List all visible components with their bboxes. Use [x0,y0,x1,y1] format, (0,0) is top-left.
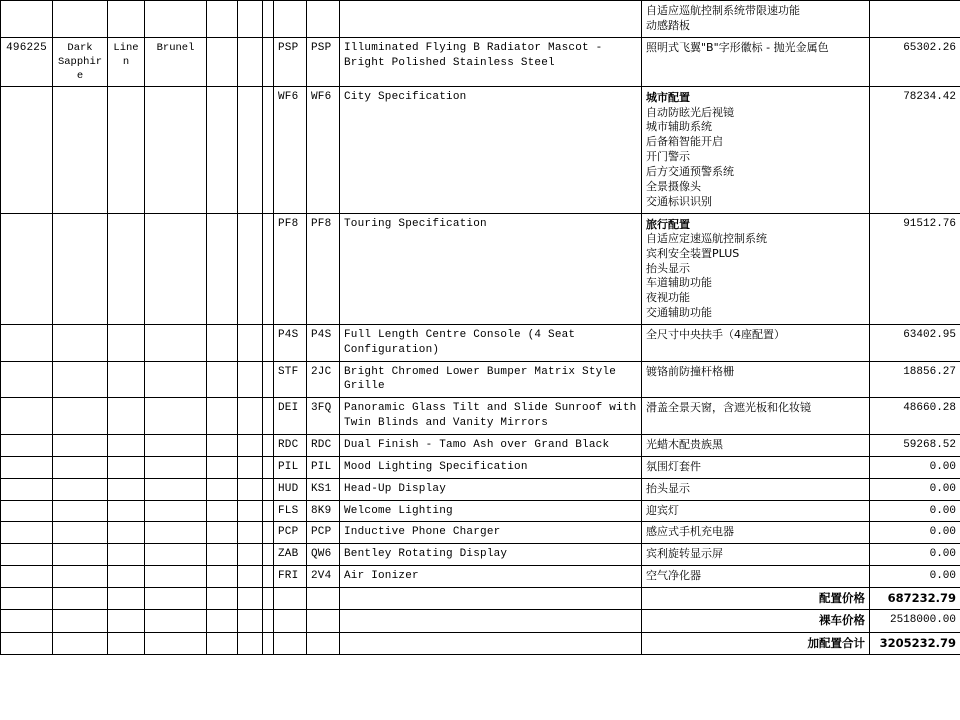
cell-hide-colour [108,632,145,655]
cell-option-code-b: 2V4 [307,566,340,588]
cell-description-en: Illuminated Flying B Radiator Mascot - Bright Polished Stainless Steel [340,37,642,87]
table-row [1,566,960,588]
cell-spare-c [263,500,274,522]
cell-hide-colour [108,566,145,588]
cell-veneer [145,324,207,361]
cell-hide-colour [108,361,145,398]
cell-option-code-a: STF [274,361,307,398]
cell-price: 65302.26 [870,37,960,87]
cell-option-code-b: 2JC [307,361,340,398]
cell-spare-a [207,435,238,457]
cell-exterior-colour [53,361,108,398]
table-row [1,522,960,544]
cell-spare-a [207,522,238,544]
cell-model-code [1,398,53,435]
cell-description-cn [642,566,870,588]
cn-line: 照明式飞翼"B"字形徽标 - 抛光金属色 [646,40,829,54]
cell-price: 18856.27 [870,361,960,398]
cn-line: 抬头显示 [646,261,690,275]
cell-option-code-b: PIL [307,456,340,478]
cell-option-code-b: P4S [307,324,340,361]
cell-model-code [1,610,53,633]
cell-spare-c [263,566,274,588]
cell-veneer [145,1,207,38]
cell-hide-colour [108,478,145,500]
table-row [1,544,960,566]
cell-description-en [340,587,642,610]
cell-veneer [145,435,207,457]
cn-line: 后备箱智能开启 [646,135,723,149]
table-row [1,500,960,522]
cell-spare-b [238,587,263,610]
cell-description-cn [642,361,870,398]
cell-price [870,1,960,38]
cell-description-cn [642,1,870,38]
cell-spare-a [207,632,238,655]
cell-veneer: Brunel [145,37,207,87]
cell-exterior-colour [53,522,108,544]
cell-exterior-colour [53,456,108,478]
cell-spare-b [238,87,263,213]
cn-line: 宾利安全装置PLUS [646,246,740,260]
cn-line: 城市辅助系统 [646,120,712,134]
cell-model-code [1,544,53,566]
cell-model-code [1,566,53,588]
cell-spare-a [207,544,238,566]
cn-line: 抬头显示 [646,481,690,495]
cell-veneer [145,587,207,610]
cell-model-code [1,87,53,213]
cell-price: 0.00 [870,500,960,522]
cell-hide-colour [108,213,145,324]
cell-veneer [145,566,207,588]
cell-spare-b [238,610,263,633]
cell-spare-c [263,544,274,566]
cell-description-en: Bentley Rotating Display [340,544,642,566]
cell-option-code-a: ZAB [274,544,307,566]
cell-description-en [340,632,642,655]
cell-spare-c [263,213,274,324]
table-row [1,478,960,500]
cell-price: 0.00 [870,522,960,544]
cell-hide-colour [108,610,145,633]
cell-model-code [1,213,53,324]
cell-model-code [1,632,53,655]
cell-spare-b [238,324,263,361]
cell-veneer [145,522,207,544]
cell-veneer [145,213,207,324]
cell-price: 0.00 [870,544,960,566]
table-row [1,37,960,87]
table-row [1,435,960,457]
cell-exterior-colour [53,566,108,588]
cell-price: 59268.52 [870,435,960,457]
cell-veneer [145,500,207,522]
cn-line: 后方交通预警系统 [646,164,734,178]
cell-exterior-colour [53,398,108,435]
total-value: 3205232.79 [870,632,960,655]
cell-description-en [340,1,642,38]
cell-model-code [1,361,53,398]
cell-hide-colour [108,1,145,38]
cell-veneer [145,398,207,435]
cell-exterior-colour: Dark Sapphire [53,37,108,87]
cn-line: 开门警示 [646,150,690,164]
cell-spare-a [207,324,238,361]
cell-spare-c [263,398,274,435]
cell-option-code-a: DEI [274,398,307,435]
cn-line: 空气净化器 [646,569,701,583]
cell-veneer [145,544,207,566]
cell-spare-c [263,522,274,544]
cell-hide-colour [108,522,145,544]
cell-spare-a [207,398,238,435]
cell-spare-b [238,478,263,500]
cell-exterior-colour [53,213,108,324]
cn-line: 镀铬前防撞杆格栅 [646,364,734,378]
cn-line: 夜视功能 [646,291,690,305]
cell-option-code-b: 8K9 [307,500,340,522]
cell-spare-c [263,435,274,457]
cell-description-cn [642,87,870,213]
cell-spare-c [263,324,274,361]
cell-spare-a [207,587,238,610]
cell-option-code-b: QW6 [307,544,340,566]
cell-exterior-colour [53,435,108,457]
cell-description-cn [642,435,870,457]
cell-model-code [1,456,53,478]
cell-spare-b [238,435,263,457]
cell-model-code: 496225 [1,37,53,87]
cell-description-en: Bright Chromed Lower Bumper Matrix Style Grille [340,361,642,398]
cell-description-en: Dual Finish - Tamo Ash over Grand Black [340,435,642,457]
cell-option-code-b: PCP [307,522,340,544]
table-row [1,456,960,478]
cn-line: 自适应定速巡航控制系统 [646,231,767,245]
cell-price: 48660.28 [870,398,960,435]
cell-model-code [1,522,53,544]
cell-price: 0.00 [870,478,960,500]
cell-hide-colour [108,544,145,566]
cell-description-cn [642,37,870,87]
cell-description-en: City Specification [340,87,642,213]
cell-hide-colour [108,87,145,213]
cell-description-cn [642,500,870,522]
table-row [1,1,960,38]
cell-spare-a [207,213,238,324]
cell-description-en: Full Length Centre Console (4 Seat Configuration) [340,324,642,361]
cn-line: 自适应巡航控制系统带限速功能 [646,4,800,17]
total-label: 裸车价格 [642,610,870,633]
table-row [1,324,960,361]
cell-veneer [145,478,207,500]
table-row [1,398,960,435]
cell-spare-c [263,478,274,500]
cn-line: 全景摄像头 [646,179,701,193]
cn-line: 氛围灯套件 [646,459,701,473]
total-value: 2518000.00 [870,610,960,633]
cn-line: 交通辅助功能 [646,306,712,320]
cell-description-en [340,610,642,633]
cell-exterior-colour [53,478,108,500]
cell-description-en: Air Ionizer [340,566,642,588]
cell-hide-colour: Linen [108,37,145,87]
cn-line: 车道辅助功能 [646,276,712,290]
cell-option-code-a: RDC [274,435,307,457]
table-row [1,213,960,324]
cn-line: 动感踏板 [646,18,690,32]
cell-hide-colour [108,398,145,435]
cell-description-cn [642,213,870,324]
cn-line: 全尺寸中央扶手（4座配置） [646,327,785,341]
cell-spare-a [207,87,238,213]
cell-option-code-b [307,587,340,610]
cell-spare-a [207,37,238,87]
cell-hide-colour [108,324,145,361]
cell-veneer [145,87,207,213]
cell-exterior-colour [53,544,108,566]
cell-spare-c [263,632,274,655]
cell-spare-b [238,522,263,544]
table-row [1,361,960,398]
cell-model-code [1,478,53,500]
cn-line: 光蜡木配贵族黑 [646,438,723,452]
cell-option-code-b: PSP [307,37,340,87]
cell-spare-c [263,1,274,38]
cn-heading: 城市配置 [646,91,690,105]
cell-description-en: Touring Specification [340,213,642,324]
cell-description-en: Panoramic Glass Tilt and Slide Sunroof with Twin Blinds and Vanity Mirrors [340,398,642,435]
cn-heading: 旅行配置 [646,217,690,231]
cell-option-code-a: PCP [274,522,307,544]
cell-spare-b [238,398,263,435]
cell-model-code [1,500,53,522]
cell-spare-b [238,632,263,655]
cell-price: 78234.42 [870,87,960,213]
cell-exterior-colour [53,610,108,633]
cell-description-en: Welcome Lighting [340,500,642,522]
cell-description-cn [642,478,870,500]
cell-spare-b [238,544,263,566]
cell-model-code [1,324,53,361]
cell-option-code-a: FRI [274,566,307,588]
cell-option-code-a [274,632,307,655]
cell-option-code-b [307,610,340,633]
cell-spare-a [207,456,238,478]
cell-veneer [145,456,207,478]
cell-hide-colour [108,587,145,610]
cell-veneer [145,610,207,633]
cell-exterior-colour [53,632,108,655]
cell-price: 0.00 [870,456,960,478]
cell-option-code-b [307,632,340,655]
cell-spare-a [207,610,238,633]
cell-spare-c [263,87,274,213]
table-row [1,87,960,213]
cell-spare-a [207,500,238,522]
total-row-grand-total [1,632,960,655]
cell-model-code [1,1,53,38]
cell-price: 63402.95 [870,324,960,361]
cell-model-code [1,587,53,610]
cell-spare-b [238,1,263,38]
cell-option-code-a: P4S [274,324,307,361]
cell-description-cn [642,398,870,435]
cell-hide-colour [108,500,145,522]
total-row-base-price [1,610,960,633]
cell-option-code-b: RDC [307,435,340,457]
cell-price: 91512.76 [870,213,960,324]
cell-exterior-colour [53,324,108,361]
cell-exterior-colour [53,1,108,38]
total-value: 687232.79 [870,587,960,610]
cell-option-code-b: PF8 [307,213,340,324]
total-row-options-price [1,587,960,610]
cell-description-cn [642,324,870,361]
cell-option-code-a [274,587,307,610]
cell-option-code-a [274,1,307,38]
cell-option-code-b [307,1,340,38]
cell-price: 0.00 [870,566,960,588]
cell-veneer [145,361,207,398]
cn-line: 交通标识识别 [646,194,712,208]
cell-veneer [145,632,207,655]
cell-spare-a [207,566,238,588]
cell-model-code [1,435,53,457]
cell-option-code-b: KS1 [307,478,340,500]
cell-spare-c [263,587,274,610]
cell-spare-a [207,478,238,500]
cell-spare-c [263,361,274,398]
cell-description-cn [642,522,870,544]
cell-description-cn [642,456,870,478]
cell-spare-c [263,37,274,87]
total-label: 加配置合计 [642,632,870,655]
cell-spare-c [263,456,274,478]
total-label: 配置价格 [642,587,870,610]
cell-exterior-colour [53,587,108,610]
cell-exterior-colour [53,87,108,213]
cell-option-code-a: FLS [274,500,307,522]
cell-hide-colour [108,456,145,478]
cn-line: 自动防眩光后视镜 [646,105,734,119]
cell-option-code-a: HUD [274,478,307,500]
cell-option-code-b: 3FQ [307,398,340,435]
cell-option-code-a: WF6 [274,87,307,213]
cell-option-code-a: PIL [274,456,307,478]
cell-spare-c [263,610,274,633]
cell-description-en: Mood Lighting Specification [340,456,642,478]
cell-spare-b [238,361,263,398]
cell-spare-b [238,213,263,324]
cell-option-code-b: WF6 [307,87,340,213]
cell-spare-b [238,456,263,478]
cell-option-code-a: PF8 [274,213,307,324]
cn-line: 宾利旋转显示屏 [646,547,723,561]
cell-option-code-a: PSP [274,37,307,87]
cn-line: 迎宾灯 [646,503,679,517]
cell-spare-a [207,361,238,398]
cell-spare-a [207,1,238,38]
cell-spare-b [238,37,263,87]
cell-description-en: Head-Up Display [340,478,642,500]
cn-line: 感应式手机充电器 [646,525,734,539]
cell-exterior-colour [53,500,108,522]
cell-spare-b [238,500,263,522]
cell-hide-colour [108,435,145,457]
cell-spare-b [238,566,263,588]
cell-option-code-a [274,610,307,633]
cell-description-cn [642,544,870,566]
cell-description-en: Inductive Phone Charger [340,522,642,544]
cn-line: 滑盖全景天窗，含遮光板和化妆镜 [646,401,811,415]
